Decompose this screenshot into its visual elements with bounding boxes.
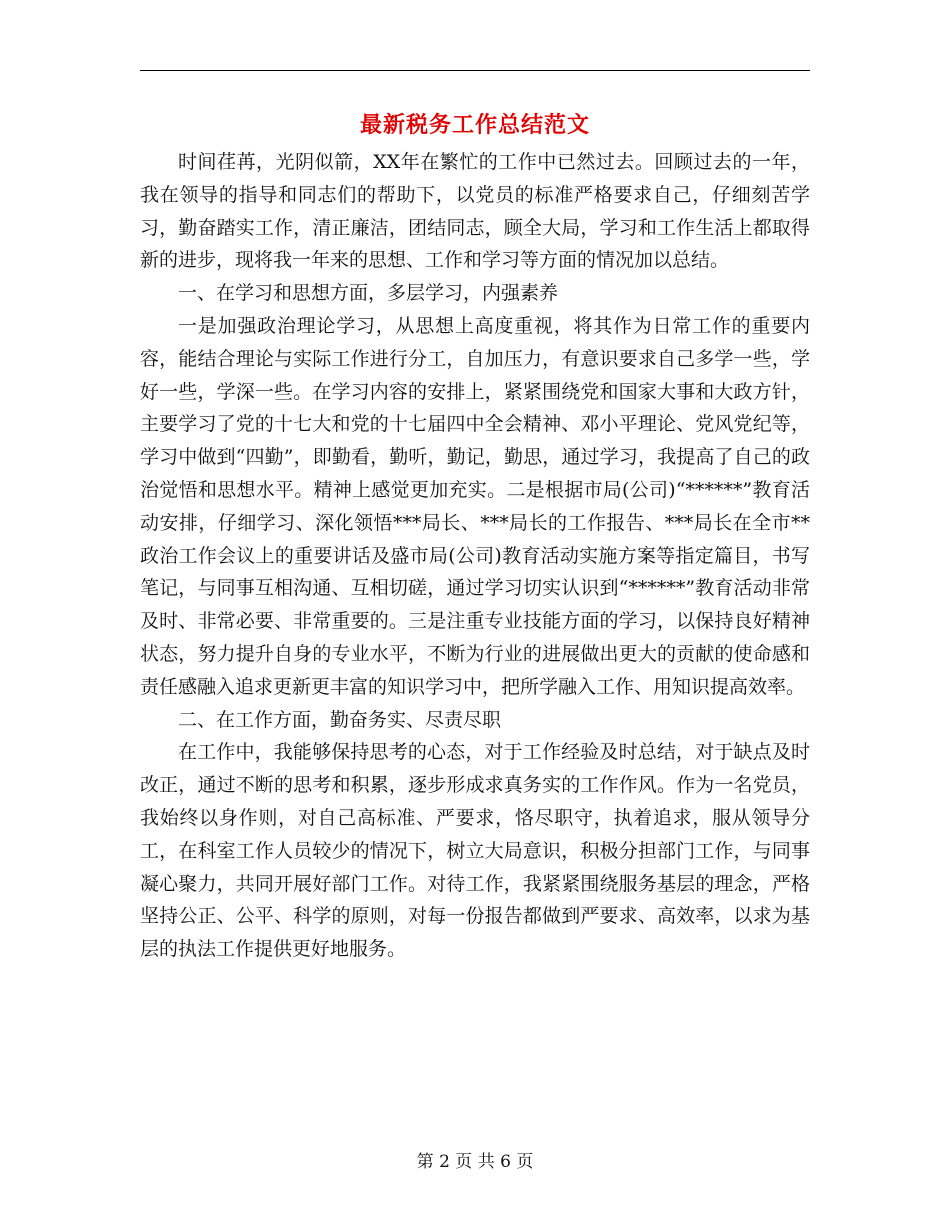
intro-paragraph: 时间荏苒，光阴似箭，XX年在繁忙的工作中已然过去。回顾过去的一年，我在领导的指导和同志们的帮助下，以党员的标准严格要求自己，仔细刻苦学习，勤奋踏实工作，清正廉洁，团结同志，顾全大局，学习和工作生活上都取得新的进步，现将我一年来的思想、工作和学习等方面的情况加以总结。 — [140, 151, 810, 272]
document-title: 最新税务工作总结范文 — [359, 112, 590, 138]
document-body — [140, 146, 810, 966]
study-paragraph: 一是加强政治理论学习，从思想上高度重视，将其作为日常工作的重要内容，能结合理论与实际工作进行分工，自加压力，有意识要求自己多学一些，学好一些，学深一些。在学习内容的安排上，紧紧围绕党和国家大事和大政方针，主要学习了党的十七大和党的十七届四中全会精神、邓小平理论、党风党纪等，学习中做到“四勤”，即勤看，勤听，勤记，勤思，通过学习，我提高了自己的政治觉悟和思想水平。精神上感觉更加充实。二是根据市局(公司)“******”教育活动安排，仔细学习、深化领悟***局长、***局长的工作报告、***局长在全市**政治工作会议上的重要讲话及盛市局(公司)教育活动实施方案等指定篇目，书写笔记，与同事互相沟通、互相切磋，通过学习切实认识到“******”教育活动非常及时、非常必要、非常重要的。三是注重专业技能方面的学习，以保持良好精神状态，努力提升自身的专业水平，不断为行业的进展做出更大的贡献的使命感和责任感融入追求更新更丰富的知识学习中，把所学融入工作、用知识提高效率。 — [140, 314, 810, 698]
work-paragraph: 在工作中，我能够保持思考的心态，对于工作经验及时总结，对于缺点及时改正，通过不断的思考和积累，逐步形成求真务实的工作作风。作为一名党员，我始终以身作则，对自己高标准、严要求，恪尽职守，执着追求，服从领导分工，在科室工作人员较少的情况下，树立大局意识，积极分担部门工作，与同事凝心聚力，共同开展好部门工作。对待工作，我紧紧围绕服务基层的理念，严格坚持公正、公平、科学的原则，对每一份报告都做到严要求、高效率，以求为基层的执法工作提供更好地服务。 — [140, 741, 810, 961]
header-rule — [140, 70, 810, 71]
section-heading-1: 一、在学习和思想方面，多层学习，内强素养 — [178, 282, 559, 305]
section-heading-2: 二、在工作方面，勤奋务实、尽责尽职 — [178, 708, 502, 731]
page-number-footer: 第 2 页 共 6 页 — [416, 1152, 534, 1172]
